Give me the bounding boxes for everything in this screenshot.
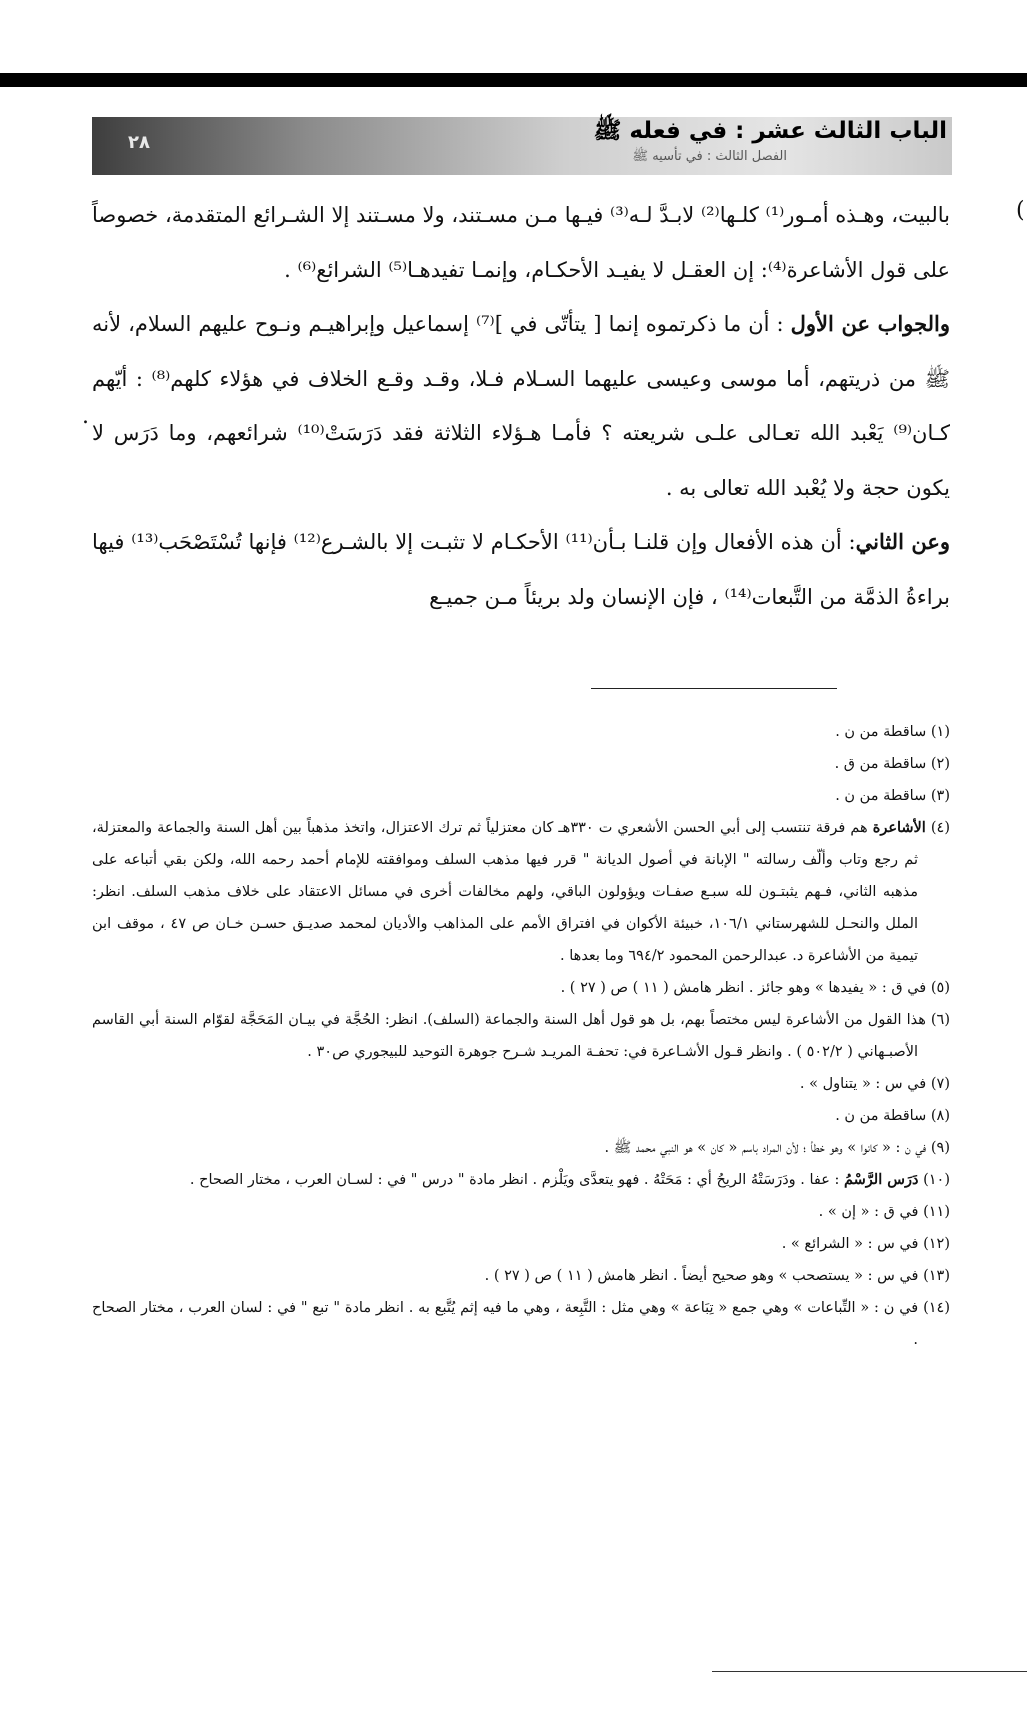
footnote-number: (٢): [930, 756, 950, 772]
footnote-text: ساقطة من ق .: [834, 756, 927, 772]
footnote-text: هذا القول من الأشاعرة ليس مختصاً بهم، بل هو قول أهل السنة والجماعة (السلف). انظر: الحُجَّة في بيـان المَحَجَّة لقوّام السنة أبي القاسم الأصبـهاني ( ٥٠٢/٢ ) . وانظر قـول الأشـاعرة في: تحفـة المريـد شـرح جوهرة التوحيد للبيجوري ص٣٠ .: [92, 1012, 926, 1060]
footnote-text: ساقطة من ن .: [835, 1108, 927, 1124]
footnote-text: في ق : « إن » .: [818, 1204, 919, 1220]
footnote-text: ساقطة من ن .: [835, 788, 927, 804]
footnote: [92, 780, 950, 812]
footnote: [92, 1132, 950, 1164]
footnote-number: (٣): [930, 788, 950, 804]
section-title: الفصل الثالث : في تأسيه ﷺ: [632, 149, 787, 164]
footnote: [92, 972, 950, 1004]
footnote-text: في س : « يتناول » .: [799, 1076, 927, 1092]
paragraph-lead: والجواب عن الأول: [790, 311, 951, 336]
footnote: [92, 716, 950, 748]
footnote-number: (١): [930, 724, 950, 740]
paragraph-text: : أن هذه الأفعال وإن قلنـا بـأن⁽¹¹⁾ الأحكـام لا تثبـت إلا بالشـرع⁽¹²⁾ فإنها تُسْتَصْحَب⁽¹³⁾ فيها براءةُ الذمَّة من التَّبعات⁽¹⁴⁾ ، فإن الإنسان ولد بريئاً مـن جميـع: [92, 530, 950, 609]
footnote: [92, 1292, 950, 1356]
footnote: [92, 1164, 950, 1196]
footnotes: [92, 716, 950, 1356]
footnote-number: (١١): [923, 1204, 950, 1220]
main-text: [92, 188, 950, 624]
footnote-number: (١٤): [923, 1300, 950, 1316]
chapter-title: الباب الثالث عشر : في فعله ﷺ: [593, 118, 947, 144]
footnote: [92, 1100, 950, 1132]
footnote-number: (٩): [930, 1140, 950, 1156]
page-number: ٢٨: [128, 132, 150, 153]
footnote-number: (٤): [930, 820, 951, 836]
bottom-rule: [712, 1671, 1027, 1672]
footnote-number: (١٢): [923, 1236, 950, 1252]
footnote: [92, 1228, 950, 1260]
footnote-text: في ق : « يفيدها » وهو جائز . انظر هامش ( ١١ ) ص ( ٢٧ ) .: [560, 980, 927, 996]
footnote: [92, 748, 950, 780]
paragraph-2: [92, 297, 950, 515]
footnote-term: دَرَس الرَّسْمُ: [844, 1171, 919, 1188]
footnote-number: (٧): [930, 1076, 950, 1092]
footnote-text: في س : « يستصحب » وهو صحيح أيضاً . انظر هامش ( ١١ ) ص ( ٢٧ ) .: [484, 1268, 919, 1284]
footnote-number: (٥): [930, 980, 950, 996]
footnote: [92, 812, 950, 972]
footnote-text: في ن : « كانوا » وهو خطأ ؛ لأن المراد باسم « كان » هو النبي محمد ﷺ .: [604, 1140, 927, 1156]
paragraph-text: : أن ما ذكرتموه إنما [ يتأتّى في ]⁽⁷⁾ إسماعيل وإبراهيـم ونـوح عليهم السلام، لأنه ﷺ من ذريتهم، أما موسى وعيسى عليهما السـلام فـلا، وقـد وقـع الخلاف في هؤلاء كلهم⁽⁸⁾ : أيّهم كـان⁽⁹⁾ يَعْبد الله تعـالى علـى شريعته ؟ فأمـا هـؤلاء الثلاثة فقد دَرَسَتْ⁽¹⁰⁾ شرائعهم، وما دَرَس لا يكون حجة ولا يُعْبد الله تعالى به .: [92, 312, 950, 500]
footnote-text: في س : « الشرائع » .: [781, 1236, 919, 1252]
footnote-separator: [591, 688, 837, 689]
footnote: [92, 1004, 950, 1068]
paragraph-3: [92, 515, 950, 624]
footnote: [92, 1068, 950, 1100]
paragraph-1: بالبيت، وهـذه أمـور⁽¹⁾ كلـها⁽²⁾ لابـدَّ لـه⁽³⁾ فيـها مـن مسـتند، ولا مسـتند إلا الشـرائع المتقدمة، خصوصاً على قول الأشاعرة⁽⁴⁾: إن العقـل لا يفيـد الأحكـام، وإنمـا تفيدهـا⁽⁵⁾ الشرائع⁽⁶⁾ .: [92, 203, 951, 282]
footnote-number: (١٠): [923, 1172, 950, 1188]
footnote-number: (٦): [930, 1012, 951, 1028]
footnote-number: (١٣): [923, 1268, 950, 1284]
top-rule: [0, 73, 1027, 87]
footnote-term: الأشاعرة: [872, 819, 926, 836]
footnote: [92, 1260, 950, 1292]
paragraph-lead: وعن الثاني: [855, 529, 950, 554]
margin-mark: .: [82, 404, 89, 429]
footnote-text: في ن : « التِّباعات » وهي جمع « تِبَاعة » وهي مثل : التَّبِعة ، وهي ما فيه إثم يُتَّبع به . انظر مادة " تبع " في : لسان العرب ، مختار الصحاح .: [92, 1300, 919, 1348]
footnote: [92, 1196, 950, 1228]
footnote-text: هم فرقة تنتسب إلى أبي الحسن الأشعري ت ٣٣٠هـ كان معتزلياً ثم ترك الاعتزال، واتخذ مذهباً بين أهل السنة والجماعة والمعتزلة، ثم رجع وتاب وألّف رسالته " الإبانة في أصول الديانة " قرر فيها مذهب السلف وموافقته للإمام أحمد رحمه الله، ولكن بقي أتباعه على مذهبه الثاني، فـهم يثبتـون لله سبـع صفـات ويؤولون الباقي، ولهم مخالفات أخرى في مسائل الاعتقاد على خلاف مذهب السلف. انظر: الملل والنحـل للشهرستاني ١٠٦/١، خبيئة الأكوان في افتراق الأمم على المذاهب والأديان لمحمد صديـق حسـن خـان ص ٤٧ ، موقف ابن تيمية من الأشاعرة د. عبدالرحمن المحمود ٦٩٤/٢ وما بعدها .: [92, 820, 918, 964]
footnote-number: (٨): [930, 1108, 950, 1124]
margin-mark: (: [1016, 198, 1025, 223]
footnote-text: ساقطة من ن .: [835, 724, 927, 740]
footnote-text: : عفا . ودَرَسَتْهُ الريحُ أي : مَحَتْهُ . فهو يتعدَّى ويَلْزم . انظر مادة " درس " في : لسـان العرب ، مختار الصحاح .: [189, 1172, 840, 1188]
